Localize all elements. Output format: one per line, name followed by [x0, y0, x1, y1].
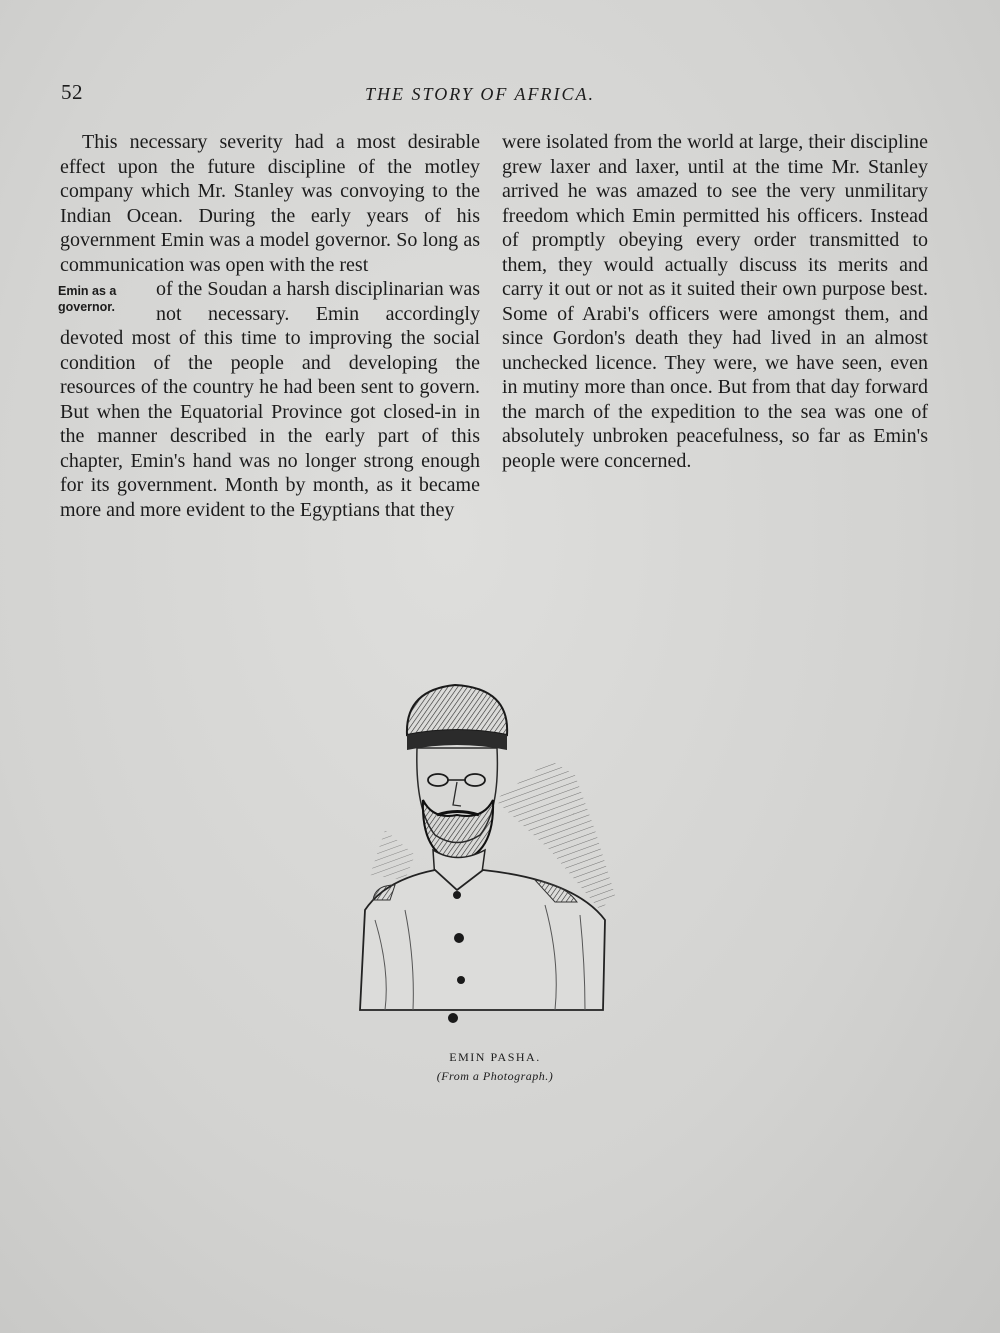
running-title: THE STORY OF AFRICA.	[365, 84, 596, 104]
margin-note	[58, 283, 148, 315]
paragraph-start: This necessary severity had a most desirable effect upon the future discipline of the motley company which Mr. Stanley was convoying to the Indian Ocean. During the early years of his government Emin was a model governor. So long as communication was open with the rest	[60, 131, 480, 276]
paragraph-text: of the Soudan a harsh disciplinarian was not necessary. Emin accordingly devoted most of this time to improving the social condition of the people and developing the resources of the country he had been sent to govern. But when the Equatorial Province got closed-in in the manner described in the early part of this chapter, Emin's hand was no longer strong enough for its government. Month by month, as it became more and more evident to the Egyptians that they	[60, 278, 480, 521]
left-column	[60, 130, 480, 522]
page-number: 52	[61, 80, 83, 104]
caption-source: (From a Photograph.)	[436, 1069, 554, 1083]
margin-note-line-1: Emin as a	[58, 284, 117, 298]
paragraph-text: were isolated from the world at large, their discipline grew laxer and laxer, until at the time Mr. Stanley arrived he was amazed to see the very unmilitary freedom which Emin permitted his officers. Instead of promptly obeying every order transmitted to them, they would actually discuss its merits and carry it out or not as it suited their own purpose best. Some of Arabi's officers were amongst them, and since Gordon's death they had lived in an almost unchecked licence. They were, we have seen, even in mutiny more than once. But from that day forward the march of the expedition to the sea was one of absolutely unbroken peacefulness, so far as Emin's people were concerned.	[502, 131, 928, 472]
figure-caption	[395, 1048, 595, 1086]
right-column	[502, 130, 928, 473]
portrait-engraving	[345, 680, 630, 1035]
margin-note-line-2: governor.	[58, 300, 115, 314]
caption-title: EMIN PASHA.	[449, 1050, 541, 1064]
paragraph-continuation	[60, 277, 480, 522]
